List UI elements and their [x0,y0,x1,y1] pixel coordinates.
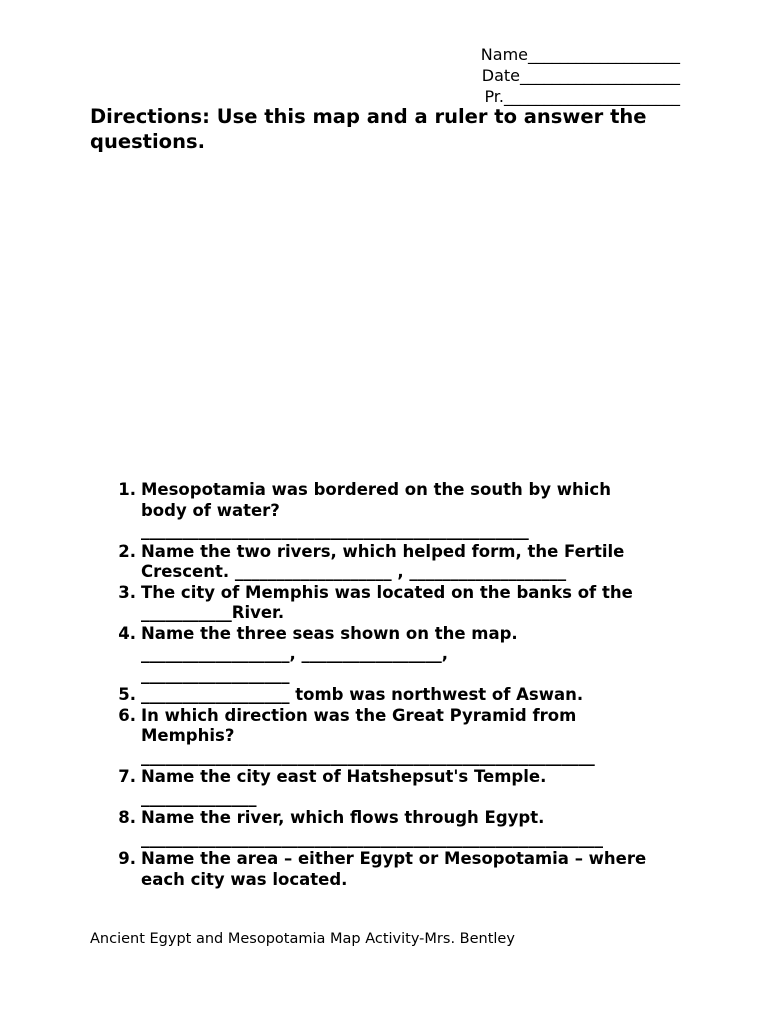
question-text: Name the two rivers, which helped form, the Fertile Crescent. ___________________ , ___________________ [141,541,625,581]
question-item [104,480,694,542]
question-text: Name the river, which flows through Egypt. ________________________________________________________ [141,808,603,848]
question-text: Name the area – either Egypt or Mesopotamia – where each city was located. [141,849,647,889]
question-text: Mesopotamia was bordered on the south by which body of water? _______________________________________________ [141,480,611,540]
question-list [104,480,694,890]
question-number: 3. [118,582,136,602]
question-text: In which direction was the Great Pyramid from Memphis? _______________________________________________________ [141,705,595,766]
question-item [104,624,694,686]
question-item [104,583,694,624]
name-field: Name___________________ [480,45,680,64]
question-text: __________________ tomb was northwest of Aswan. [141,685,584,704]
question-text: Name the city east of Hatshepsut's Temple. ______________ [141,767,547,807]
question-item [104,706,694,768]
question-number: 6. [118,705,136,725]
question-item [104,849,694,890]
question-number: 8. [118,808,136,827]
question-item [104,685,694,706]
question-number: 5. [118,685,136,704]
question-number: 7. [118,767,136,786]
footer-text: Ancient Egypt and Mesopotamia Map Activity-Mrs. Bentley [90,931,515,947]
question-item [104,808,694,849]
question-number: 1. [118,480,136,499]
question-text: Name the three seas shown on the map. __________________, _________________, __________________ [141,623,518,684]
period-field: Pr.______________________ [484,87,680,106]
header-fields [481,44,680,107]
question-number: 9. [118,849,136,868]
date-field: Date____________________ [481,66,680,85]
question-item [104,542,694,583]
question-text: The city of Memphis was located on the banks of the ___________River. [141,582,633,622]
question-item [104,767,694,808]
question-number: 2. [118,541,136,561]
directions-text: Directions: Use this map and a ruler to answer the questions. [90,105,647,153]
question-number: 4. [118,623,136,643]
